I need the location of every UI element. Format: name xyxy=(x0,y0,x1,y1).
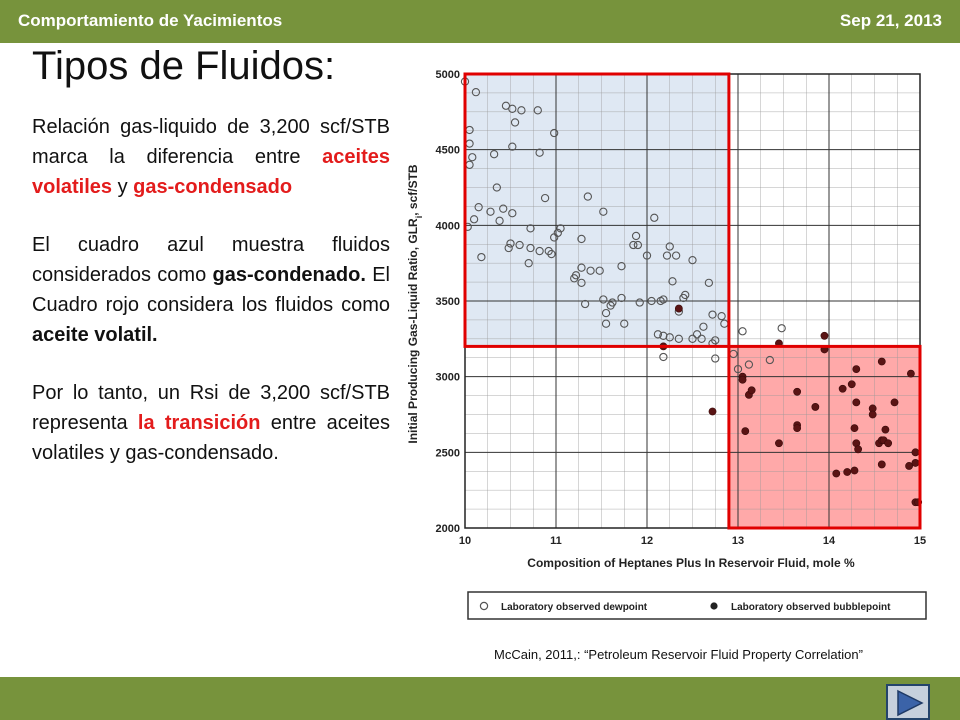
bubblepoint-point xyxy=(748,387,755,394)
footer-bar xyxy=(0,677,960,720)
x-tick-label: 11 xyxy=(550,535,562,547)
y-tick-label: 3500 xyxy=(435,296,460,308)
para3-text: Por lo tanto, un Rsi de 3,200 scf/STB representa xyxy=(32,382,390,434)
x-tick-label: 13 xyxy=(731,535,745,547)
bubblepoint-point xyxy=(885,440,892,447)
para1-text: Relación gas-liquido de 3,200 scf/STB marca la diferencia entre xyxy=(32,116,390,168)
para1-text-2: y xyxy=(112,176,134,198)
bubblepoint-point xyxy=(853,366,860,373)
bubblepoint-point xyxy=(878,358,885,365)
region-fill-volatile-oil xyxy=(729,346,920,528)
para2-bold-volatile-oil: aceite volatil. xyxy=(32,324,158,346)
y-tick-label: 2500 xyxy=(435,447,460,460)
bubblepoint-point xyxy=(853,399,860,406)
bubblepoint-point xyxy=(821,332,828,339)
chart-grid xyxy=(465,74,920,528)
x-tick-label: 10 xyxy=(458,535,472,547)
bubblepoint-point xyxy=(912,459,919,466)
y-tick-label: 4000 xyxy=(435,220,460,233)
para1-highlight-volatile-oil: aceites volatiles xyxy=(32,146,390,198)
bubblepoint-point xyxy=(775,440,782,447)
paragraph-blue-red-boxes xyxy=(32,230,390,350)
bubblepoint-point xyxy=(855,446,862,453)
bubblepoint-point xyxy=(839,385,846,392)
para2-text-2: El Cuadro rojo considera los fluidos como xyxy=(32,264,391,316)
legend-bubblepoint-label: Laboratory observed bubblepoint xyxy=(731,602,891,613)
bubblepoint-point xyxy=(891,399,898,406)
bubblepoint-point xyxy=(709,408,716,415)
bubblepoint-point xyxy=(742,428,749,435)
y-axis-label-main: Initial Producing Gas-Liquid Ratio, GLR xyxy=(406,218,420,444)
bubblepoint-point xyxy=(794,388,801,395)
y-axis-label xyxy=(406,164,424,444)
y-tick-label: 3000 xyxy=(435,371,460,384)
paragraph-transition xyxy=(32,378,390,468)
header-date: Sep 21, 2013 xyxy=(839,11,942,30)
bubblepoint-point xyxy=(912,449,919,456)
bubblepoint-point xyxy=(848,381,855,388)
y-tick-label: 2000 xyxy=(435,523,460,535)
chart-legend xyxy=(468,592,926,619)
bubblepoint-point xyxy=(869,411,876,418)
bubblepoint-point xyxy=(882,426,889,433)
dewpoint-point xyxy=(778,325,785,332)
bubblepoint-point xyxy=(675,305,682,312)
paragraph-gas-liquid-ratio xyxy=(32,112,390,202)
x-tick-label: 12 xyxy=(640,535,654,547)
y-tick-label: 4500 xyxy=(435,144,460,157)
header-bar xyxy=(0,0,960,43)
next-slide-button[interactable] xyxy=(886,684,930,720)
y-tick-label: 5000 xyxy=(435,69,460,81)
bubblepoint-point xyxy=(878,461,885,468)
dewpoint-point xyxy=(660,353,667,360)
bubblepoint-point xyxy=(812,403,819,410)
bubblepoint-point xyxy=(851,425,858,432)
legend-bubblepoint-marker xyxy=(710,602,717,609)
legend-dewpoint-label: Laboratory observed dewpoint xyxy=(501,602,648,613)
x-tick-label: 14 xyxy=(822,535,836,547)
scatter-chart xyxy=(400,58,940,628)
region-fill-gas-condensate xyxy=(465,74,729,346)
para3-highlight-transition: la transición xyxy=(137,412,261,434)
para2-bold-gas-condensed: gas-condenado. xyxy=(212,264,366,286)
x-tick-label: 15 xyxy=(913,535,927,547)
y-axis-label-sub: i xyxy=(414,215,424,219)
bubblepoint-point xyxy=(851,467,858,474)
bubblepoint-point xyxy=(907,370,914,377)
header-title: Comportamiento de Yacimientos xyxy=(18,11,283,30)
slide-title: Tipos de Fluidos: xyxy=(32,44,336,88)
slide-body xyxy=(32,112,390,496)
y-axis-label-unit: , scf/STB xyxy=(406,164,420,216)
bubblepoint-point xyxy=(833,470,840,477)
citation: McCain, 2011,: “Petroleum Reservoir Fluid Property Correlation” xyxy=(494,647,863,662)
para1-highlight-gas-condensate: gas-condensado xyxy=(133,176,293,198)
para3-text-2: entre aceites volatiles y gas-condensado. xyxy=(32,412,390,464)
bubblepoint-point xyxy=(739,376,746,383)
para2-text: El cuadro azul muestra fluidos considerados como xyxy=(32,234,390,286)
dewpoint-point xyxy=(739,328,746,335)
play-arrow-icon xyxy=(894,689,924,717)
bubblepoint-point xyxy=(844,468,851,475)
x-axis-label: Composition of Heptanes Plus In Reservoir Fluid, mole % xyxy=(527,556,855,570)
bubblepoint-point xyxy=(794,425,801,432)
